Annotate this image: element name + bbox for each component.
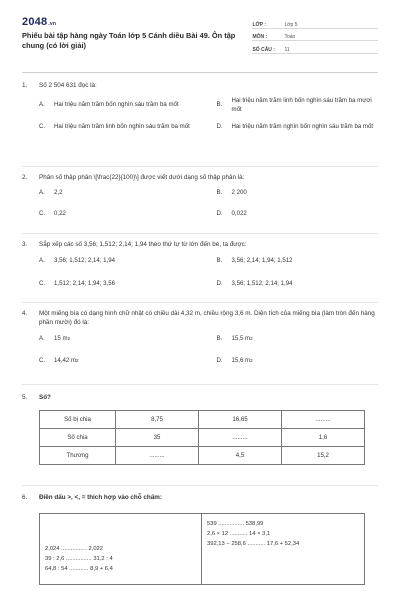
option-c[interactable] bbox=[39, 123, 203, 132]
option-text: Hai triệu năm trăm bốn nghìn sáu trăm ba mốt bbox=[54, 101, 179, 109]
question-stem: Số 2 504 631 đọc là: bbox=[39, 82, 97, 89]
option-label: C. bbox=[39, 209, 46, 217]
option-label: A. bbox=[39, 101, 45, 109]
question-number: 6. bbox=[22, 494, 28, 501]
worksheet-header bbox=[22, 16, 378, 62]
table-cell: Số bị chia bbox=[40, 411, 116, 429]
option-a[interactable] bbox=[39, 97, 203, 114]
comparison-box bbox=[39, 513, 365, 585]
option-text: 3,56; 1,512; 2,14; 1,94 bbox=[54, 257, 115, 264]
option-c[interactable] bbox=[39, 280, 203, 289]
blank-cell[interactable]: ......... bbox=[116, 447, 199, 465]
meta-value: 11 bbox=[284, 46, 290, 53]
option-text: Hai triệu năm trăm nghìn bốn nghìn sáu trăm ba mốt bbox=[231, 123, 374, 130]
table-cell: Số chia bbox=[40, 429, 116, 447]
logo-text: 2048 bbox=[22, 16, 48, 28]
question-6 bbox=[22, 493, 380, 585]
option-label: B. bbox=[216, 189, 223, 196]
option-label: A. bbox=[39, 257, 45, 264]
option-b[interactable] bbox=[217, 335, 381, 344]
blank-cell[interactable]: ......... bbox=[199, 429, 282, 447]
meta-key: MÔN : bbox=[252, 34, 268, 40]
option-d[interactable] bbox=[217, 357, 381, 366]
meta-key: SỐ CÂU : bbox=[252, 46, 275, 53]
page-title: Phiếu bài tập hàng ngày Toán lớp 5 Cánh diều Bài 49. Ôn tập chung (có lời giải) bbox=[22, 31, 236, 50]
option-b[interactable] bbox=[217, 189, 381, 198]
option-label: A. bbox=[39, 189, 45, 196]
meta-value: Toán bbox=[284, 34, 296, 40]
option-b[interactable] bbox=[217, 257, 381, 266]
question-3 bbox=[22, 240, 380, 288]
table-cell: 35 bbox=[116, 429, 199, 447]
option-exponent: 2 bbox=[76, 357, 79, 363]
option-label: D. bbox=[216, 209, 223, 217]
comparison-item[interactable]: 392,13 − 258,6 ........... 17,6 + 52,34 bbox=[207, 541, 300, 547]
option-label: B. bbox=[216, 257, 223, 264]
comparison-item[interactable]: 2,6 × 12 ........... 14 × 3,1 bbox=[207, 531, 271, 537]
option-exponent: 2 bbox=[67, 336, 71, 341]
option-label: B. bbox=[216, 335, 223, 342]
option-exponent: 2 bbox=[250, 357, 253, 363]
option-a[interactable] bbox=[39, 189, 203, 198]
option-text: 15,6 m bbox=[231, 356, 251, 364]
option-text: 14,42 m bbox=[54, 356, 77, 364]
question-divider bbox=[22, 166, 378, 167]
question-number: 3. bbox=[22, 241, 28, 248]
comparison-column-left bbox=[40, 514, 202, 584]
option-label: C. bbox=[39, 123, 46, 130]
option-label: C. bbox=[39, 356, 46, 364]
option-text: 2 200 bbox=[231, 189, 247, 196]
question-stem: Số? bbox=[39, 394, 51, 401]
meta-row-class bbox=[252, 16, 378, 29]
table-cell: 1,6 bbox=[282, 429, 365, 447]
table-cell: 8,75 bbox=[116, 411, 199, 429]
option-text: 3,56; 1,512; 2,14; 1,94 bbox=[231, 279, 293, 287]
option-text: 0,022 bbox=[231, 209, 247, 217]
option-a[interactable] bbox=[39, 335, 203, 344]
option-d[interactable] bbox=[217, 280, 381, 289]
option-text: 2,2 bbox=[54, 189, 63, 196]
question-4 bbox=[22, 309, 380, 365]
division-table bbox=[39, 410, 365, 465]
logo-suffix: .vn bbox=[48, 21, 57, 27]
option-text: 3,56; 2,14; 1,94; 1,512 bbox=[231, 257, 293, 264]
option-c[interactable] bbox=[39, 357, 203, 366]
table-row bbox=[40, 429, 365, 447]
comparison-column-right bbox=[202, 514, 364, 584]
question-2 bbox=[22, 173, 380, 218]
question-number: 2. bbox=[22, 174, 28, 181]
option-text: 15 m bbox=[54, 335, 68, 342]
blank-cell[interactable]: ......... bbox=[282, 411, 365, 429]
question-stem: Sắp xếp các số 3,56; 1,512; 2,14; 1,94 theo thứ tự từ lớn đến bé, ta được: bbox=[39, 241, 247, 248]
option-label: D. bbox=[216, 356, 223, 364]
question-stem: Phân số thập phân \[\frac{22}{100}\] được viết dưới dạng số thập phân là: bbox=[39, 174, 245, 181]
option-label: B. bbox=[216, 101, 223, 109]
option-label: C. bbox=[39, 279, 46, 287]
option-label: A. bbox=[39, 335, 45, 342]
comparison-item[interactable]: 64,8 : 54 ............ 8,9 + 6,4 bbox=[45, 566, 113, 572]
option-text: Hai triệu năm trăm linh bốn nghìn sáu trăm ba mốt bbox=[54, 123, 190, 130]
comparison-item[interactable]: 539 ................ 538,99 bbox=[207, 521, 264, 527]
option-c[interactable] bbox=[39, 210, 203, 219]
question-number: 1. bbox=[22, 82, 28, 89]
question-divider bbox=[22, 302, 378, 303]
meta-panel bbox=[252, 16, 378, 62]
comparison-item[interactable]: 2,024 ................ 2,022 bbox=[45, 546, 104, 552]
site-logo[interactable] bbox=[22, 16, 252, 28]
question-stem: Điền dấu >, <, = thích hợp vào chỗ chấm: bbox=[39, 494, 162, 501]
question-number: 5. bbox=[22, 394, 28, 401]
option-a[interactable] bbox=[39, 257, 203, 266]
question-stem: Một miếng bìa có dạng hình chữ nhật có chiều dài 4,32 m, chiều rộng 3,6 m. Diện tích của miếng bìa (làm tròn đến hàng phần mười) đó là: bbox=[39, 310, 375, 326]
question-number: 4. bbox=[22, 310, 28, 317]
table-cell: 4,5 bbox=[199, 447, 282, 465]
question-divider bbox=[22, 485, 378, 486]
meta-key: LỚP : bbox=[252, 21, 267, 28]
question-5 bbox=[22, 393, 380, 465]
option-exponent: 2 bbox=[250, 336, 253, 341]
option-d[interactable] bbox=[217, 123, 381, 132]
option-label: D. bbox=[216, 279, 223, 287]
question-divider bbox=[22, 384, 378, 385]
meta-row-count bbox=[252, 41, 378, 54]
meta-value: Lớp 5 bbox=[284, 21, 298, 28]
table-row bbox=[40, 447, 365, 465]
option-text: Hai triệu năm trăm linh bốn nghìn sáu trăm ba mươi mốt bbox=[231, 97, 372, 113]
option-label: D. bbox=[216, 123, 223, 130]
comparison-item[interactable]: 39 : 2,6 ................ 31,2 : 4 bbox=[45, 556, 113, 562]
option-d[interactable] bbox=[217, 210, 381, 219]
question-1 bbox=[22, 81, 380, 132]
option-text: 1,512; 2,14; 1,94; 3,56 bbox=[54, 279, 115, 287]
header-divider bbox=[22, 72, 378, 73]
table-row bbox=[40, 411, 365, 429]
option-text: 0,22 bbox=[54, 209, 66, 217]
table-cell: 16,65 bbox=[199, 411, 282, 429]
table-cell: Thương bbox=[40, 447, 116, 465]
meta-row-subject bbox=[252, 29, 378, 42]
table-cell: 15,2 bbox=[282, 447, 365, 465]
question-divider bbox=[22, 233, 378, 234]
option-b[interactable] bbox=[217, 97, 381, 114]
option-text: 15,5 m bbox=[231, 335, 251, 342]
